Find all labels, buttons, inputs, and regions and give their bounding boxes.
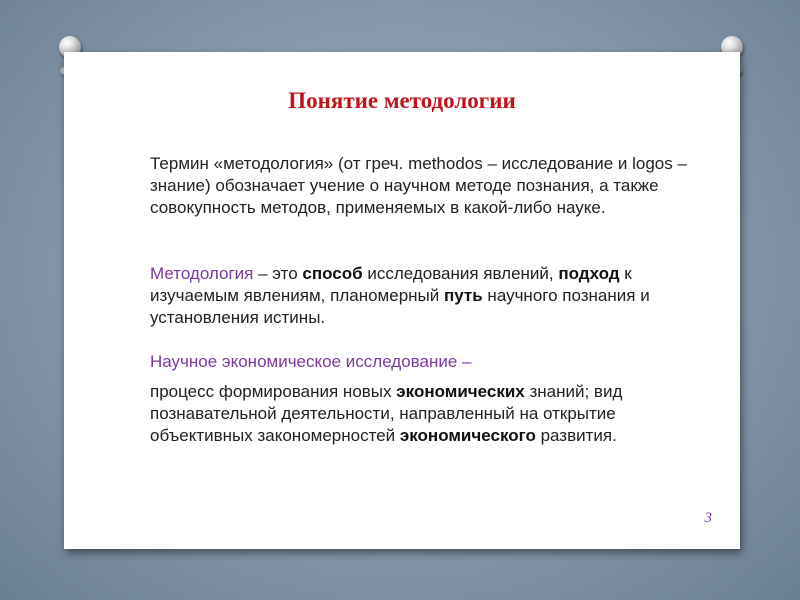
economic-research-paragraph: [150, 351, 690, 447]
economic-research-term: Научное экономическое исследование: [150, 352, 458, 371]
text-fragment: развития.: [535, 426, 617, 445]
text-fragment: исследования явлений,: [362, 264, 559, 283]
text-fragment: знаний; вид познавательной деятельности, направленный на открытие объективных закономерностей: [150, 382, 623, 445]
text-fragment: –: [457, 352, 472, 371]
keyword-path: путь: [443, 286, 483, 305]
keyword-economic: экономических: [396, 382, 525, 401]
economic-research-body: [150, 381, 690, 447]
methodology-term: Методология: [150, 264, 254, 283]
methodology-paragraph: [150, 263, 690, 329]
text-fragment: – это: [253, 264, 303, 283]
keyword-economic-development: экономического: [399, 426, 536, 445]
page-number: 3: [704, 510, 712, 526]
economic-research-heading: [150, 351, 690, 373]
text-fragment: к изучаемым явлениям, планомерный: [150, 264, 632, 305]
definition-paragraph: Термин «методология» (от греч. methodos – исследование и logos – знание) обозначает учение о научном методе познания, а также совокупность методов, применяемых в какой-либо науке.: [150, 154, 687, 217]
slide-title: Понятие методологии: [288, 88, 516, 113]
slide-paper: [64, 52, 740, 549]
text-fragment: научного познания и установления истины.: [150, 286, 650, 327]
text-fragment: процесс формирования новых: [150, 382, 397, 401]
keyword-approach: подход: [558, 264, 620, 283]
keyword-method: способ: [302, 264, 363, 283]
